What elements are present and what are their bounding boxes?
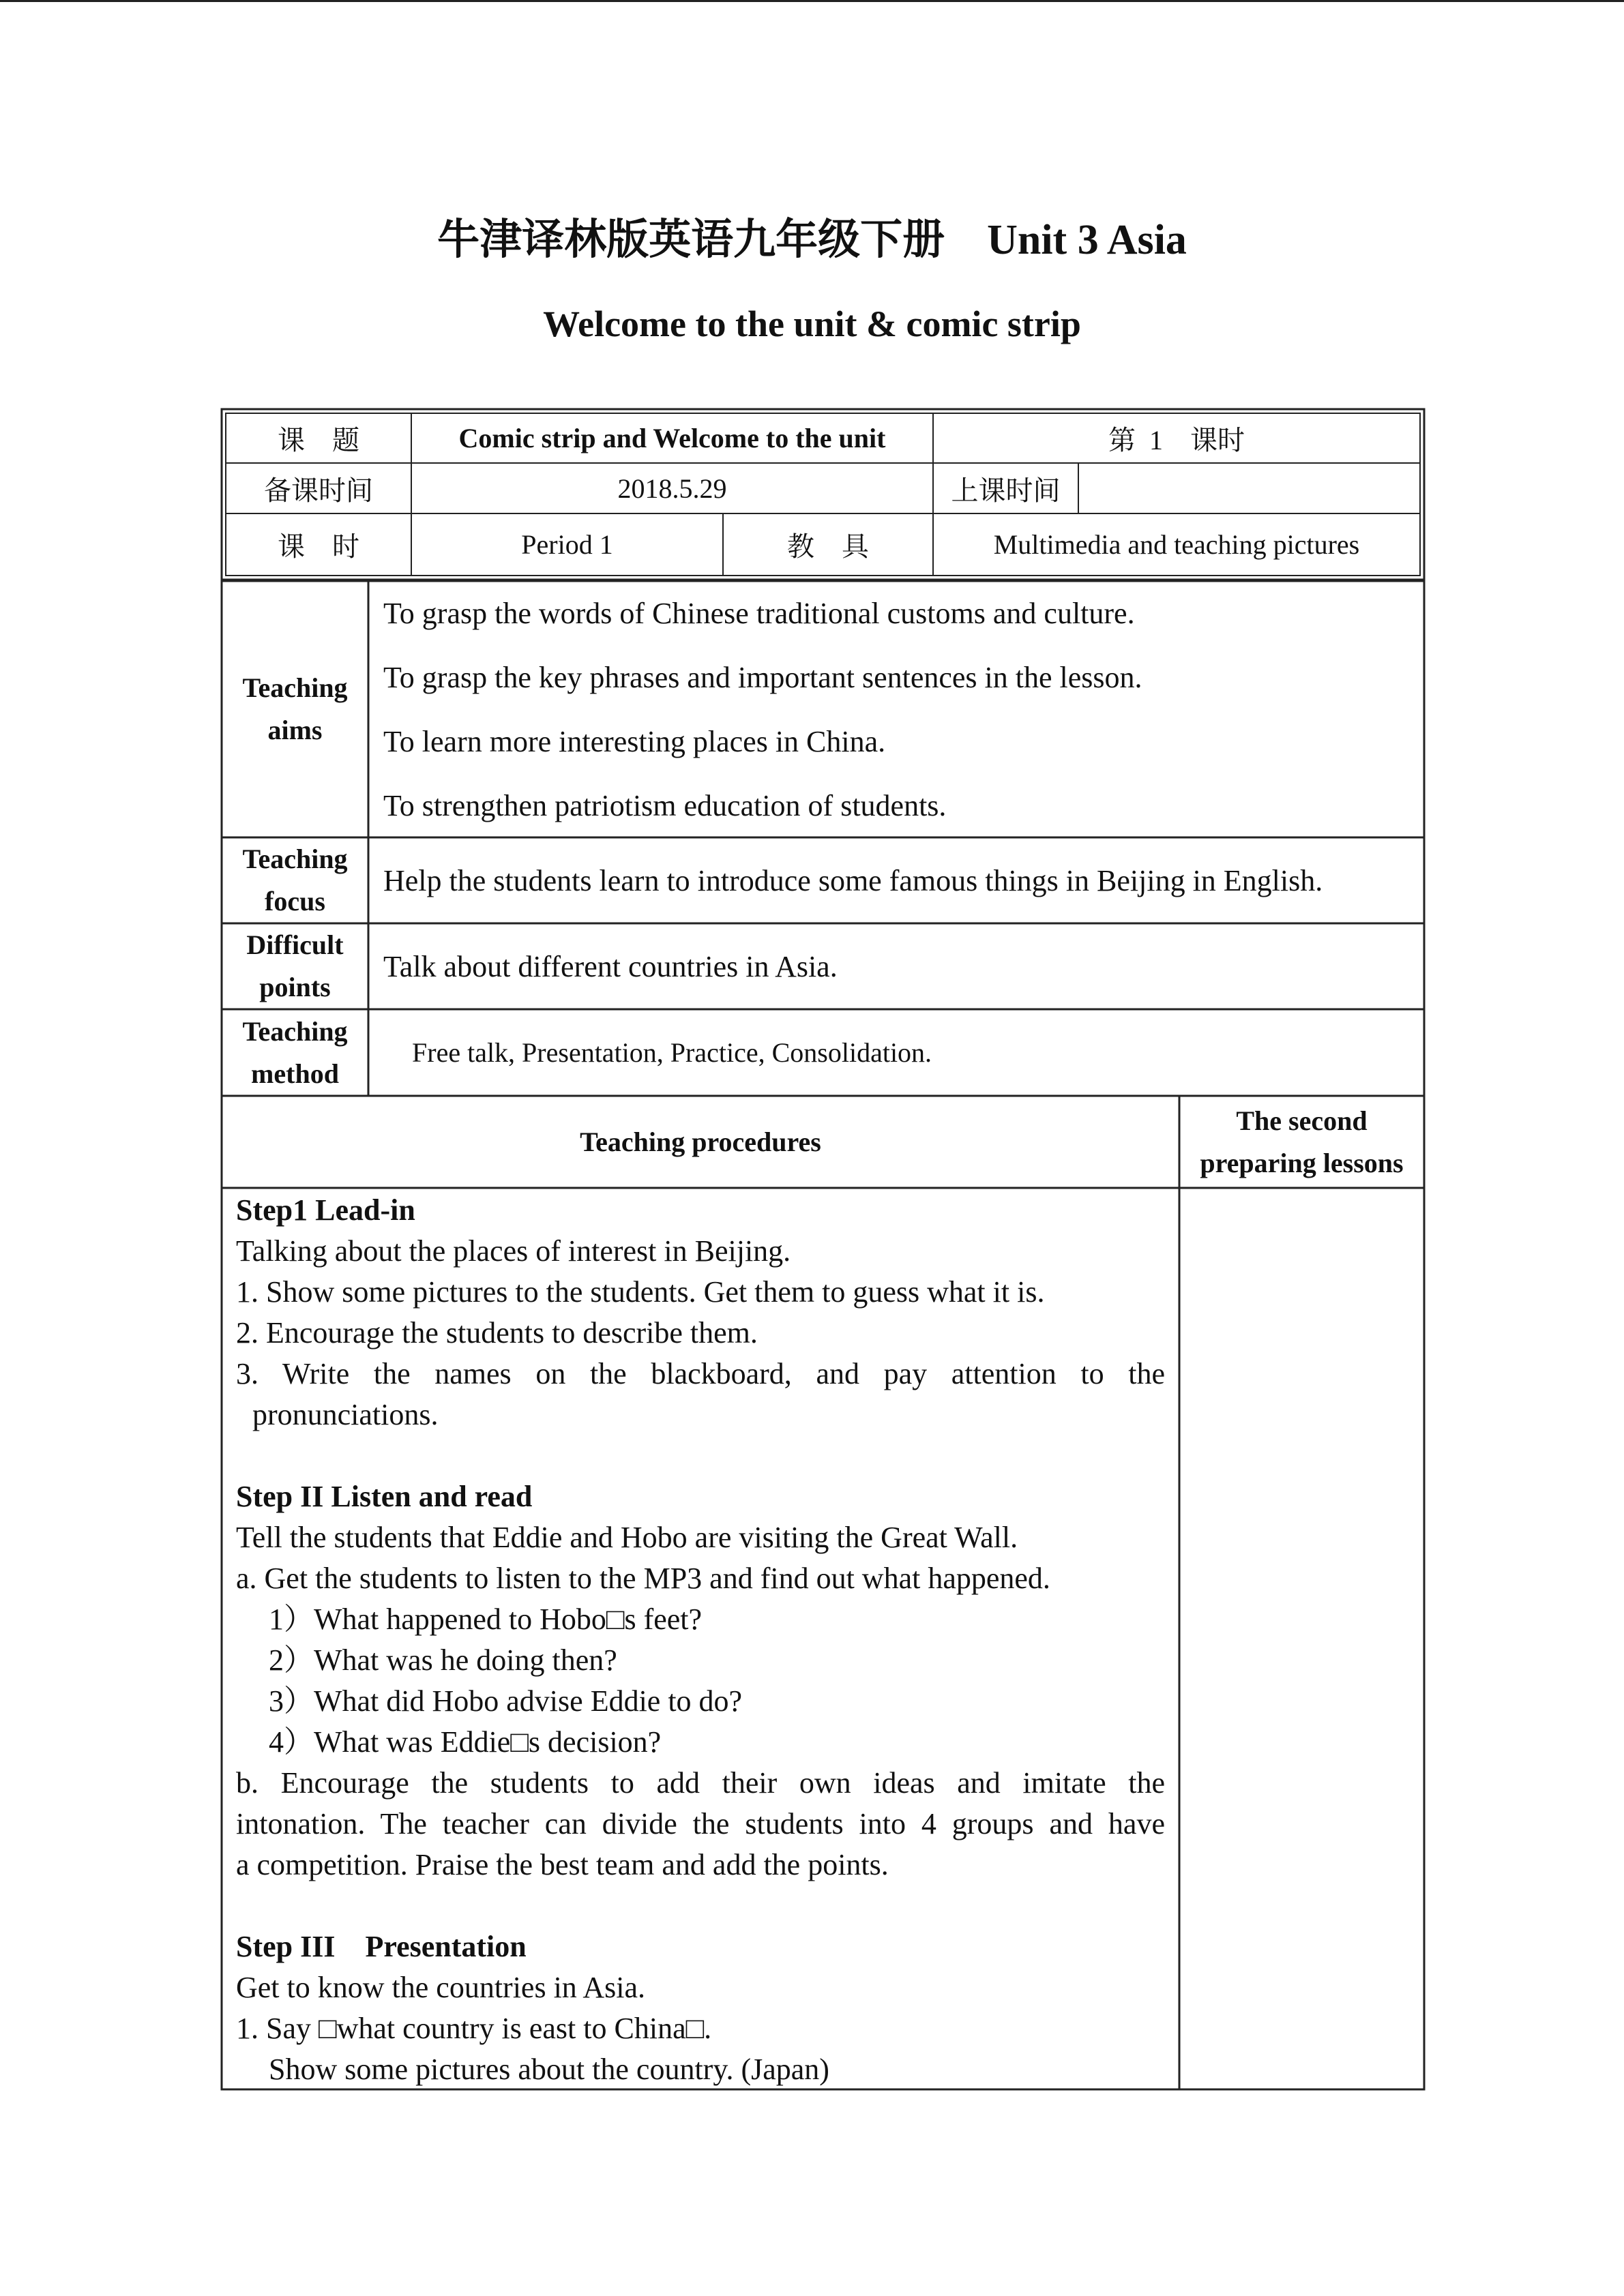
aim-item: To grasp the key phrases and important sentences in the lesson.	[383, 661, 1142, 694]
teaching-focus-text: Help the students learn to introduce some famous things in Beijing in English.	[383, 863, 1323, 897]
teaching-aims-label-line1: Teaching	[242, 672, 348, 703]
spacer	[236, 1435, 1165, 1476]
step2-title: Step II Listen and read	[236, 1480, 533, 1513]
period-value: Period 1	[521, 529, 613, 560]
step2-question: 2）What was he doing then?	[269, 1643, 617, 1677]
prep-time-label: 备课时间	[264, 475, 373, 506]
step1-item-continued: pronunciations.	[252, 1398, 439, 1431]
teaching-method-label-line1: Teaching	[242, 1015, 348, 1047]
teaching-aids-label: 教 具	[787, 531, 869, 562]
step2-item-b-continued: intonation. The teacher can divide the students into 4 groups and have	[236, 1807, 1165, 1840]
aim-item: To grasp the words of Chinese traditional customs and culture.	[383, 597, 1135, 630]
difficult-points-text: Talk about different countries in Asia.	[383, 949, 838, 983]
second-preparing-heading-line1: The second	[1236, 1105, 1368, 1136]
topic-label: 课 题	[278, 425, 359, 456]
teaching-method-text: Free talk, Presentation, Practice, Consolidation.	[412, 1037, 932, 1068]
lesson-number: 第 1 课时	[1108, 425, 1245, 456]
difficult-points-label-line1: Difficult	[246, 929, 344, 960]
step1-intro: Talking about the places of interest in Beijing.	[236, 1234, 791, 1268]
step2-question: 1）What happened to Hobo□s feet?	[269, 1602, 703, 1636]
step2-item-b: b. Encourage the students to add their own ideas and imitate the	[236, 1766, 1165, 1800]
teaching-method-label-line2: method	[251, 1058, 339, 1089]
teaching-aims-label	[222, 581, 368, 837]
aim-item: To learn more interesting places in China.	[383, 725, 886, 758]
teaching-aids-value: Multimedia and teaching pictures	[993, 529, 1360, 560]
step1-title: Step1 Lead-in	[236, 1193, 415, 1227]
class-time-value	[1078, 463, 1420, 513]
step2-item-b-continued: a competition. Praise the best team and add the points.	[236, 1848, 889, 1881]
period-label: 课 时	[278, 531, 359, 562]
teaching-method-label	[222, 1009, 368, 1096]
step3-item: 1. Say □what country is east to China□.	[236, 2012, 712, 2045]
step2-question: 3）What did Hobo advise Eddie to do?	[269, 1684, 743, 1718]
step1-item: 3. Write the names on the blackboard, and pay attention to the	[236, 1357, 1165, 1390]
second-preparing-heading	[1179, 1096, 1424, 1188]
document-subtitle: Welcome to the unit & comic strip	[543, 303, 1081, 344]
document-title: 牛津译林版英语九年级下册 Unit 3 Asia	[437, 217, 1187, 263]
difficult-points-label-line2: points	[259, 972, 331, 1002]
step2-intro: Tell the students that Eddie and Hobo are visiting the Great Wall.	[236, 1521, 1018, 1554]
step2-item-a: a. Get the students to listen to the MP3 and find out what happened.	[236, 1562, 1050, 1595]
step2-question: 4）What was Eddie□s decision?	[269, 1725, 662, 1759]
step3-title: Step III Presentation	[236, 1930, 527, 1963]
teaching-procedures-heading: Teaching procedures	[580, 1127, 821, 1157]
step1-item: 1. Show some pictures to the students. Get them to guess what it is.	[236, 1275, 1045, 1309]
teaching-focus-label-line2: focus	[265, 886, 325, 916]
spacer	[236, 1885, 1165, 1926]
class-time-label: 上课时间	[951, 475, 1061, 506]
second-preparing-notes-area	[1181, 1190, 1423, 2088]
second-preparing-heading-line2: preparing lessons	[1200, 1147, 1404, 1178]
topic-value: Comic strip and Welcome to the unit	[458, 423, 886, 453]
teaching-focus-label-line1: Teaching	[242, 844, 348, 874]
aim-item: To strengthen patriotism education of students.	[383, 789, 947, 822]
prep-time-value: 2018.5.29	[617, 473, 727, 504]
procedures-body	[236, 1190, 1165, 2090]
teaching-aims-label-line2: aims	[267, 715, 323, 745]
step1-item: 2. Encourage the students to describe them.	[236, 1316, 758, 1350]
step3-intro: Get to know the countries in Asia.	[236, 1971, 646, 2004]
step3-item-continued: Show some pictures about the country. (Japan)	[269, 2053, 829, 2086]
difficult-points-label	[222, 923, 368, 1009]
teaching-focus-label	[222, 837, 368, 923]
